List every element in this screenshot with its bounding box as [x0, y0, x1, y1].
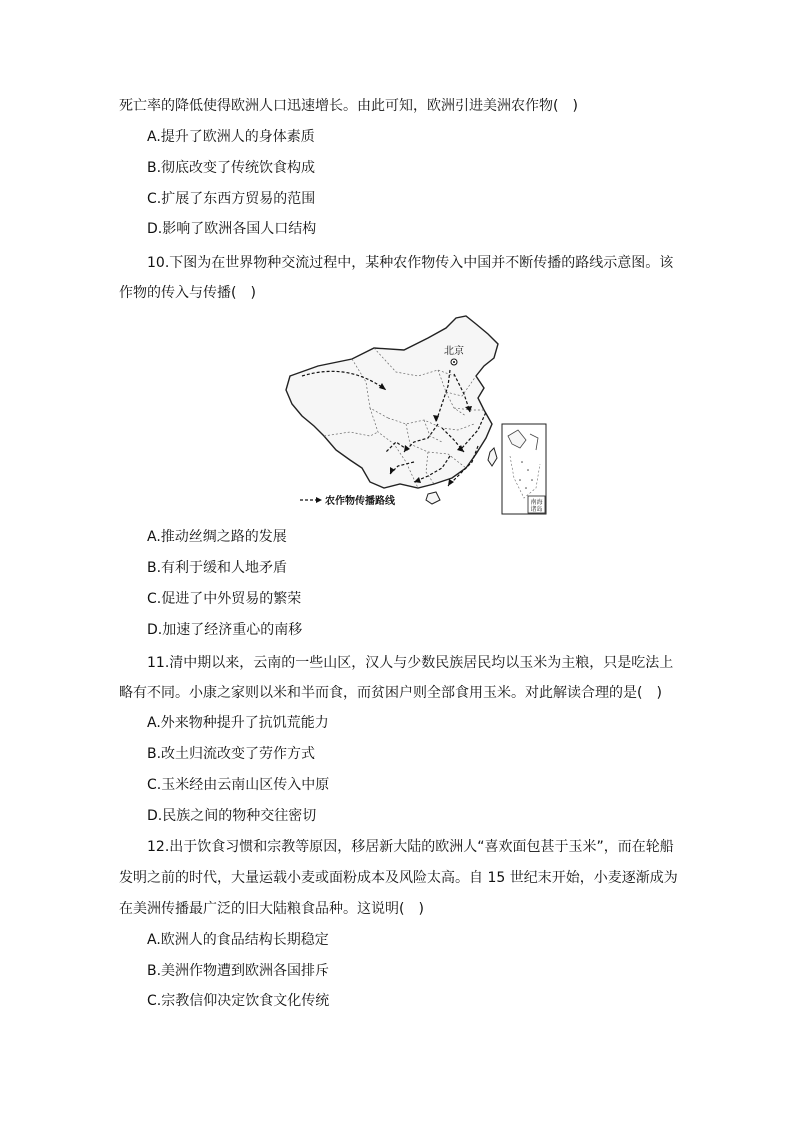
taiwan-island — [488, 448, 497, 466]
china-map-figure — [278, 312, 548, 518]
q12-option-c: C.宗教信仰决定饮食文化传统 — [147, 993, 330, 1009]
q11-option-a: A.外来物种提升了抗饥荒能力 — [147, 715, 329, 731]
q9-option-c: C.扩展了东西方贸易的范围 — [147, 191, 316, 207]
q12-stem-line3: 在美洲传播最广泛的旧大陆粮食品种。这说明( ) — [119, 901, 424, 917]
q10-stem-line1: 10.下图为在世界物种交流过程中，某种农作物传入中国并不断传播的路线示意图。该 — [147, 255, 674, 271]
q9-stem-tail: 死亡率的降低使得欧洲人口迅速增长。由此可知，欧洲引进美洲农作物( ) — [119, 98, 578, 114]
q12-option-a: A.欧洲人的食品结构长期稳定 — [147, 932, 329, 948]
q11-option-c: C.玉米经由云南山区传入中原 — [147, 777, 330, 793]
q10-stem-line2: 作物的传入与传播( ) — [119, 285, 256, 301]
south-sea-inset — [502, 424, 546, 514]
inset-label-line1: 南海 — [530, 499, 543, 506]
q10-option-a: A.推动丝绸之路的发展 — [147, 529, 287, 545]
beijing-label: 北京 — [444, 346, 464, 357]
q10-option-d: D.加速了经济重心的南移 — [147, 622, 303, 638]
q9-option-b: B.彻底改变了传统饮食构成 — [147, 160, 316, 176]
map-legend — [300, 494, 396, 507]
q11-option-b: B.改土归流改变了劳作方式 — [147, 746, 316, 762]
crop-spread-map — [278, 312, 548, 518]
inset-label-line2: 诸岛 — [530, 506, 543, 513]
q12-option-b: B.美洲作物遭到欧洲各国排斥 — [147, 963, 330, 979]
q9-option-a: A.提升了欧洲人的身体素质 — [147, 129, 315, 145]
q10-option-c: C.促进了中外贸易的繁荣 — [147, 591, 302, 607]
q12-stem-line1: 12.出于饮食习惯和宗教等原因，移居新大陆的欧洲人“喜欢面包甚于玉米”，而在轮船 — [147, 839, 674, 855]
q11-stem-line1: 11.清中期以来，云南的一些山区，汉人与少数民族居民均以玉米为主粮，只是吃法上 — [147, 655, 674, 671]
q11-stem-line2: 略有不同。小康之家则以米和半而食，而贫困户则全部食用玉米。对此解读合理的是( ) — [119, 685, 662, 701]
q9-option-d: D.影响了欧洲各国人口结构 — [147, 221, 317, 237]
hainan-island — [426, 492, 440, 504]
q11-option-d: D.民族之间的物种交往密切 — [147, 808, 317, 824]
q12-stem-line2: 发明之前的时代，大量运载小麦或面粉成本及风险太高。自 15 世纪末开始，小麦逐渐成为 — [119, 870, 678, 886]
legend-label: 农作物传播路线 — [325, 496, 395, 507]
q10-option-b: B.有利于缓和人地矛盾 — [147, 560, 288, 576]
